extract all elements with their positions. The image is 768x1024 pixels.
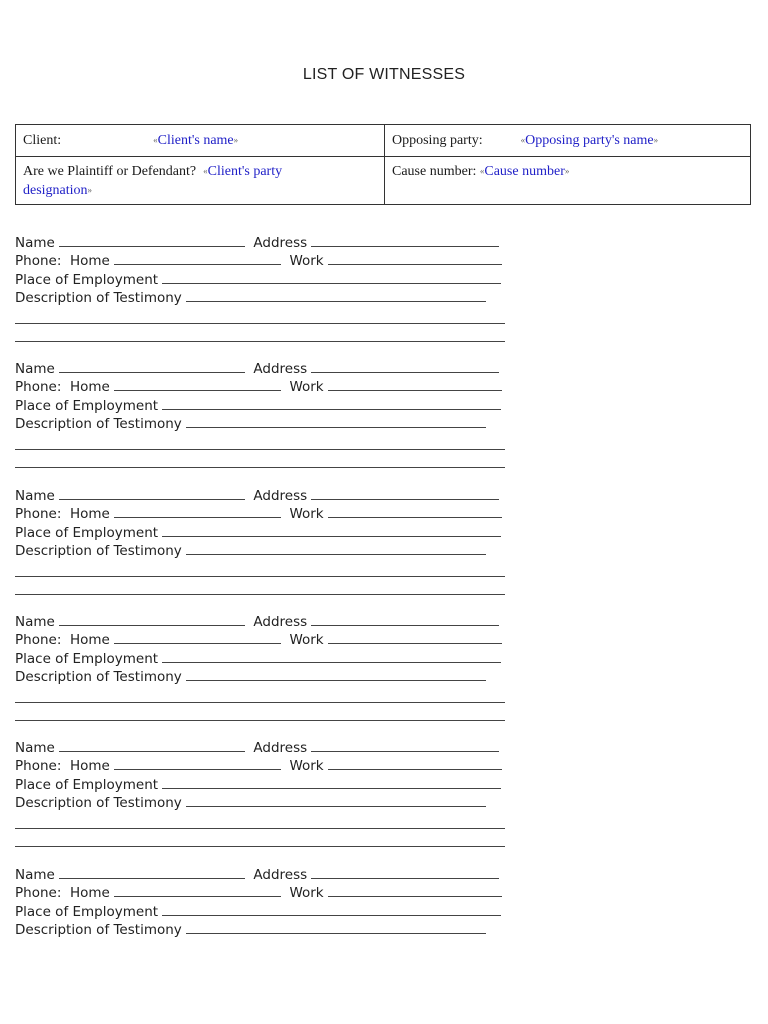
name-label: Name: [15, 235, 55, 251]
name-label: Name: [15, 488, 55, 504]
testimony-field[interactable]: [186, 667, 486, 681]
home-phone-field[interactable]: [114, 377, 281, 391]
work-label: Work: [289, 379, 324, 396]
testimony-continuation-line[interactable]: [15, 811, 505, 829]
document-title: LIST OF WITNESSES: [302, 66, 466, 83]
home-phone-field[interactable]: [114, 630, 281, 644]
client-cell: [16, 125, 385, 157]
work-phone-field[interactable]: [328, 756, 502, 770]
home-phone-field[interactable]: [114, 504, 281, 518]
name-address-row: [15, 486, 515, 504]
testimony-continuation-line[interactable]: [15, 559, 505, 577]
phone-label: Phone:: [15, 885, 62, 902]
cause-number-field[interactable]: «Cause number»: [479, 164, 570, 179]
employment-label: Place of Employment: [15, 903, 159, 920]
employment-field[interactable]: [162, 649, 501, 663]
employment-label: Place of Employment: [15, 650, 159, 667]
employment-label: Place of Employment: [15, 397, 159, 414]
work-label: Work: [289, 758, 324, 775]
testimony-field[interactable]: [186, 920, 486, 934]
opposing-party-label: Opposing party:: [392, 133, 483, 148]
name-address-row: [15, 233, 515, 251]
cause-number-cell: [385, 157, 751, 205]
testimony-continuation-line[interactable]: [15, 306, 505, 324]
testimony-label: Description of Testimony: [15, 415, 182, 432]
address-field[interactable]: [311, 359, 499, 373]
employment-label: Place of Employment: [15, 776, 159, 793]
address-field[interactable]: [311, 865, 499, 879]
address-label: Address: [253, 361, 308, 377]
testimony-row: [15, 414, 515, 432]
testimony-field[interactable]: [186, 793, 486, 807]
address-field[interactable]: [311, 612, 499, 626]
testimony-row: [15, 793, 515, 811]
work-label: Work: [289, 253, 324, 270]
phone-label: Phone:: [15, 253, 62, 270]
address-label: Address: [253, 867, 308, 883]
name-address-row: [15, 612, 515, 630]
name-address-row: [15, 359, 515, 377]
phone-row: [15, 883, 515, 901]
opposing-party-field[interactable]: «Opposing party's name»: [520, 133, 659, 148]
phone-label: Phone:: [15, 379, 62, 396]
name-field[interactable]: [59, 359, 245, 373]
name-address-row: [15, 865, 515, 883]
opposing-party-cell: [385, 125, 751, 157]
name-address-row: [15, 738, 515, 756]
client-field[interactable]: «Client's name»: [153, 133, 239, 148]
name-label: Name: [15, 740, 55, 756]
work-label: Work: [289, 885, 324, 902]
employment-field[interactable]: [162, 396, 501, 410]
work-phone-field[interactable]: [328, 504, 502, 518]
employment-field[interactable]: [162, 902, 501, 916]
testimony-label: Description of Testimony: [15, 921, 182, 938]
address-label: Address: [253, 740, 308, 756]
phone-label: Phone:: [15, 506, 62, 523]
address-label: Address: [253, 235, 308, 251]
name-field[interactable]: [59, 486, 245, 500]
employment-row: [15, 775, 515, 793]
phone-row: [15, 377, 515, 395]
phone-row: [15, 630, 515, 648]
phone-row: [15, 251, 515, 269]
employment-label: Place of Employment: [15, 271, 159, 288]
phone-label: Phone:: [15, 758, 62, 775]
employment-row: [15, 270, 515, 288]
employment-row: [15, 523, 515, 541]
testimony-field[interactable]: [186, 541, 486, 555]
witness-entry: [15, 612, 515, 721]
testimony-continuation-line[interactable]: [15, 703, 505, 721]
work-phone-field[interactable]: [328, 883, 502, 897]
home-label: Home: [69, 379, 110, 396]
work-phone-field[interactable]: [328, 251, 502, 265]
name-field[interactable]: [59, 612, 245, 626]
party-designation-field[interactable]: «Client's party designation»: [23, 164, 283, 198]
witness-entry: [15, 865, 515, 938]
name-field[interactable]: [59, 738, 245, 752]
testimony-row: [15, 920, 515, 938]
employment-row: [15, 396, 515, 414]
address-field[interactable]: [311, 738, 499, 752]
testimony-continuation-line[interactable]: [15, 685, 505, 703]
name-label: Name: [15, 614, 55, 630]
testimony-continuation-line[interactable]: [15, 829, 505, 847]
home-phone-field[interactable]: [114, 883, 281, 897]
work-phone-field[interactable]: [328, 377, 502, 391]
testimony-field[interactable]: [186, 288, 486, 302]
home-phone-field[interactable]: [114, 251, 281, 265]
address-label: Address: [253, 488, 308, 504]
name-label: Name: [15, 867, 55, 883]
employment-row: [15, 649, 515, 667]
party-designation-label: Are we Plaintiff or Defendant?: [23, 164, 197, 179]
employment-field[interactable]: [162, 775, 501, 789]
phone-row: [15, 756, 515, 774]
address-label: Address: [253, 614, 308, 630]
work-phone-field[interactable]: [328, 630, 502, 644]
testimony-row: [15, 541, 515, 559]
employment-field[interactable]: [162, 523, 501, 537]
name-field[interactable]: [59, 233, 245, 247]
witness-entry: [15, 738, 515, 847]
client-label: Client:: [23, 133, 62, 148]
employment-field[interactable]: [162, 270, 501, 284]
case-info-table: [15, 124, 751, 205]
testimony-field[interactable]: [186, 414, 486, 428]
home-phone-field[interactable]: [114, 756, 281, 770]
home-label: Home: [69, 506, 110, 523]
work-label: Work: [289, 632, 324, 649]
work-label: Work: [289, 506, 324, 523]
testimony-continuation-line[interactable]: [15, 450, 505, 468]
home-label: Home: [69, 632, 110, 649]
witness-entry: [15, 233, 515, 342]
name-label: Name: [15, 361, 55, 377]
party-designation-cell: [16, 157, 385, 205]
testimony-label: Description of Testimony: [15, 542, 182, 559]
phone-label: Phone:: [15, 632, 62, 649]
address-field[interactable]: [311, 486, 499, 500]
name-field[interactable]: [59, 865, 245, 879]
testimony-continuation-line[interactable]: [15, 577, 505, 595]
home-label: Home: [69, 253, 110, 270]
home-label: Home: [69, 885, 110, 902]
cause-number-label: Cause number:: [392, 164, 477, 179]
testimony-continuation-line[interactable]: [15, 324, 505, 342]
phone-row: [15, 504, 515, 522]
testimony-row: [15, 288, 515, 306]
witness-entry: [15, 486, 515, 595]
home-label: Home: [69, 758, 110, 775]
testimony-label: Description of Testimony: [15, 794, 182, 811]
employment-label: Place of Employment: [15, 524, 159, 541]
testimony-row: [15, 667, 515, 685]
employment-row: [15, 902, 515, 920]
testimony-label: Description of Testimony: [15, 668, 182, 685]
address-field[interactable]: [311, 233, 499, 247]
testimony-label: Description of Testimony: [15, 289, 182, 306]
testimony-continuation-line[interactable]: [15, 432, 505, 450]
witness-entry: [15, 359, 515, 468]
